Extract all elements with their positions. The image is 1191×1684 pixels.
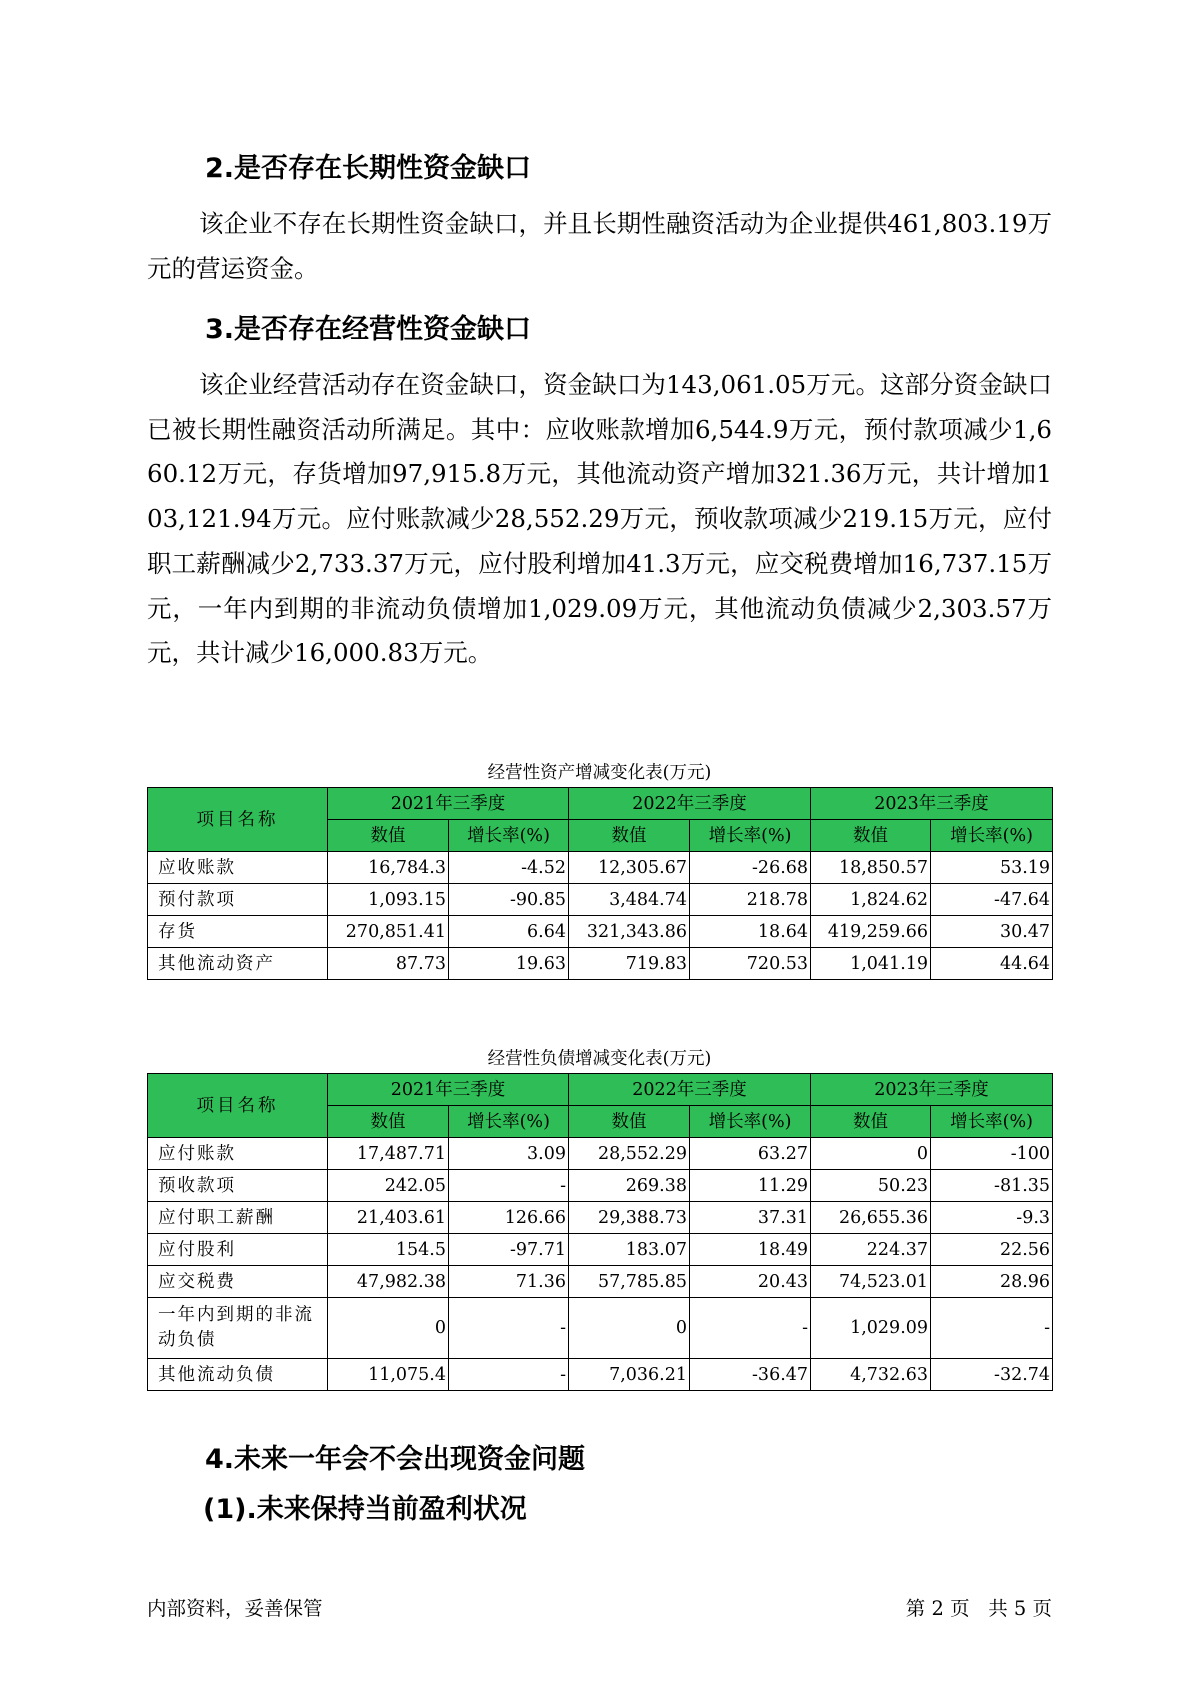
header-value: 数值 bbox=[569, 1106, 690, 1138]
value-cell: 1,029.09 bbox=[811, 1298, 931, 1359]
table-row bbox=[148, 1138, 1053, 1170]
growth-cell: 18.64 bbox=[690, 916, 811, 948]
value-cell: 16,784.3 bbox=[328, 852, 449, 884]
growth-cell: -100 bbox=[931, 1138, 1053, 1170]
header-item-name: 项目名称 bbox=[148, 1074, 328, 1138]
growth-cell: -97.71 bbox=[449, 1234, 569, 1266]
header-growth: 增长率(%) bbox=[931, 820, 1053, 852]
row-label: 应付股利 bbox=[148, 1234, 328, 1266]
header-value: 数值 bbox=[328, 820, 449, 852]
value-cell: 18,850.57 bbox=[811, 852, 931, 884]
value-cell: 154.5 bbox=[328, 1234, 449, 1266]
assets-table bbox=[147, 787, 1053, 980]
value-cell: 1,824.62 bbox=[811, 884, 931, 916]
growth-cell: -81.35 bbox=[931, 1170, 1053, 1202]
growth-cell: 28.96 bbox=[931, 1266, 1053, 1298]
header-item-name: 项目名称 bbox=[148, 788, 328, 852]
value-cell: 419,259.66 bbox=[811, 916, 931, 948]
value-cell: 719.83 bbox=[569, 948, 690, 980]
value-cell: 242.05 bbox=[328, 1170, 449, 1202]
table-row bbox=[148, 1170, 1053, 1202]
value-cell: 47,982.38 bbox=[328, 1266, 449, 1298]
growth-cell: - bbox=[449, 1170, 569, 1202]
header-value: 数值 bbox=[569, 820, 690, 852]
section-2-heading: 2.是否存在长期性资金缺口 bbox=[205, 153, 532, 184]
growth-cell: 19.63 bbox=[449, 948, 569, 980]
value-cell: 74,523.01 bbox=[811, 1266, 931, 1298]
value-cell: 3,484.74 bbox=[569, 884, 690, 916]
value-cell: 17,487.71 bbox=[328, 1138, 449, 1170]
growth-cell: -4.52 bbox=[449, 852, 569, 884]
footer-page-number: 第 2 页 共 5 页 bbox=[905, 1597, 1052, 1620]
row-label: 存货 bbox=[148, 916, 328, 948]
row-label: 预付款项 bbox=[148, 884, 328, 916]
row-label: 应付账款 bbox=[148, 1138, 328, 1170]
value-cell: 29,388.73 bbox=[569, 1202, 690, 1234]
header-period: 2023年三季度 bbox=[811, 788, 1053, 820]
table-header-row bbox=[148, 1074, 1053, 1106]
growth-cell: - bbox=[690, 1298, 811, 1359]
growth-cell: 30.47 bbox=[931, 916, 1053, 948]
row-label: 一年内到期的非流动负债 bbox=[148, 1298, 328, 1359]
growth-cell: 63.27 bbox=[690, 1138, 811, 1170]
value-cell: 12,305.67 bbox=[569, 852, 690, 884]
value-cell: 87.73 bbox=[328, 948, 449, 980]
value-cell: 183.07 bbox=[569, 1234, 690, 1266]
table-header-row bbox=[148, 788, 1053, 820]
header-value: 数值 bbox=[811, 820, 931, 852]
table-row bbox=[148, 1359, 1053, 1391]
table-row bbox=[148, 948, 1053, 980]
header-period: 2021年三季度 bbox=[328, 788, 569, 820]
section-3-paragraph: 该企业经营活动存在资金缺口，资金缺口为143,061.05万元。这部分资金缺口已被长期性融资活动所满足。其中：应收账款增加6,544.9万元，预付款项减少1,660.12万元，存货增加97,915.8万元，其他流动资产增加321.36万元，共计增加103,121.94万元。应付账款减少28,552.29万元，预收款项减少219.15万元，应付职工薪酬减少2,733.37万元，应付股利增加41.3万元，应交税费增加16,737.15万元，一年内到期的非流动负债增加1,029.09万元，其他流动负债减少2,303.57万元，共计减少16,000.83万元。 bbox=[147, 370, 1052, 668]
growth-cell: - bbox=[449, 1359, 569, 1391]
header-period: 2022年三季度 bbox=[569, 1074, 811, 1106]
header-period: 2022年三季度 bbox=[569, 788, 811, 820]
value-cell: 57,785.85 bbox=[569, 1266, 690, 1298]
header-value: 数值 bbox=[328, 1106, 449, 1138]
value-cell: 0 bbox=[328, 1298, 449, 1359]
header-period: 2021年三季度 bbox=[328, 1074, 569, 1106]
growth-cell: 6.64 bbox=[449, 916, 569, 948]
value-cell: 50.23 bbox=[811, 1170, 931, 1202]
growth-cell: 218.78 bbox=[690, 884, 811, 916]
table-row bbox=[148, 852, 1053, 884]
growth-cell: - bbox=[931, 1298, 1053, 1359]
table-row bbox=[148, 1234, 1053, 1266]
header-period: 2023年三季度 bbox=[811, 1074, 1053, 1106]
growth-cell: 126.66 bbox=[449, 1202, 569, 1234]
section-3-heading: 3.是否存在经营性资金缺口 bbox=[205, 314, 532, 345]
section-4-subheading: (1).未来保持当前盈利状况 bbox=[203, 1494, 527, 1525]
value-cell: 0 bbox=[569, 1298, 690, 1359]
row-label: 应收账款 bbox=[148, 852, 328, 884]
table-row bbox=[148, 916, 1053, 948]
growth-cell: 11.29 bbox=[690, 1170, 811, 1202]
growth-cell: -32.74 bbox=[931, 1359, 1053, 1391]
table-row bbox=[148, 1266, 1053, 1298]
row-label: 其他流动负债 bbox=[148, 1359, 328, 1391]
value-cell: 269.38 bbox=[569, 1170, 690, 1202]
header-growth: 增长率(%) bbox=[690, 820, 811, 852]
value-cell: 224.37 bbox=[811, 1234, 931, 1266]
row-label: 应交税费 bbox=[148, 1266, 328, 1298]
growth-cell: -26.68 bbox=[690, 852, 811, 884]
growth-cell: 22.56 bbox=[931, 1234, 1053, 1266]
growth-cell: 44.64 bbox=[931, 948, 1053, 980]
growth-cell: - bbox=[449, 1298, 569, 1359]
growth-cell: 53.19 bbox=[931, 852, 1053, 884]
table-row bbox=[148, 1298, 1053, 1359]
growth-cell: 20.43 bbox=[690, 1266, 811, 1298]
value-cell: 26,655.36 bbox=[811, 1202, 931, 1234]
value-cell: 321,343.86 bbox=[569, 916, 690, 948]
growth-cell: 37.31 bbox=[690, 1202, 811, 1234]
value-cell: 4,732.63 bbox=[811, 1359, 931, 1391]
liabilities-table-caption: 经营性负债增减变化表(万元) bbox=[487, 1049, 712, 1069]
header-growth: 增长率(%) bbox=[449, 1106, 569, 1138]
growth-cell: 720.53 bbox=[690, 948, 811, 980]
value-cell: 11,075.4 bbox=[328, 1359, 449, 1391]
value-cell: 1,041.19 bbox=[811, 948, 931, 980]
value-cell: 28,552.29 bbox=[569, 1138, 690, 1170]
value-cell: 270,851.41 bbox=[328, 916, 449, 948]
section-4-heading: 4.未来一年会不会出现资金问题 bbox=[205, 1444, 586, 1475]
value-cell: 21,403.61 bbox=[328, 1202, 449, 1234]
value-cell: 1,093.15 bbox=[328, 884, 449, 916]
assets-table-caption: 经营性资产增减变化表(万元) bbox=[487, 763, 712, 783]
row-label: 预收款项 bbox=[148, 1170, 328, 1202]
table-row bbox=[148, 884, 1053, 916]
table-row bbox=[148, 1202, 1053, 1234]
header-growth: 增长率(%) bbox=[931, 1106, 1053, 1138]
growth-cell: 71.36 bbox=[449, 1266, 569, 1298]
value-cell: 0 bbox=[811, 1138, 931, 1170]
footer-left: 内部资料，妥善保管 bbox=[147, 1597, 323, 1620]
growth-cell: -47.64 bbox=[931, 884, 1053, 916]
header-growth: 增长率(%) bbox=[449, 820, 569, 852]
header-value: 数值 bbox=[811, 1106, 931, 1138]
growth-cell: 3.09 bbox=[449, 1138, 569, 1170]
growth-cell: -90.85 bbox=[449, 884, 569, 916]
value-cell: 7,036.21 bbox=[569, 1359, 690, 1391]
section-2-paragraph: 该企业不存在长期性资金缺口，并且长期性融资活动为企业提供461,803.19万元的营运资金。 bbox=[147, 209, 1052, 283]
growth-cell: -36.47 bbox=[690, 1359, 811, 1391]
growth-cell: 18.49 bbox=[690, 1234, 811, 1266]
growth-cell: -9.3 bbox=[931, 1202, 1053, 1234]
liabilities-table bbox=[147, 1073, 1053, 1391]
row-label: 应付职工薪酬 bbox=[148, 1202, 328, 1234]
row-label: 其他流动资产 bbox=[148, 948, 328, 980]
header-growth: 增长率(%) bbox=[690, 1106, 811, 1138]
